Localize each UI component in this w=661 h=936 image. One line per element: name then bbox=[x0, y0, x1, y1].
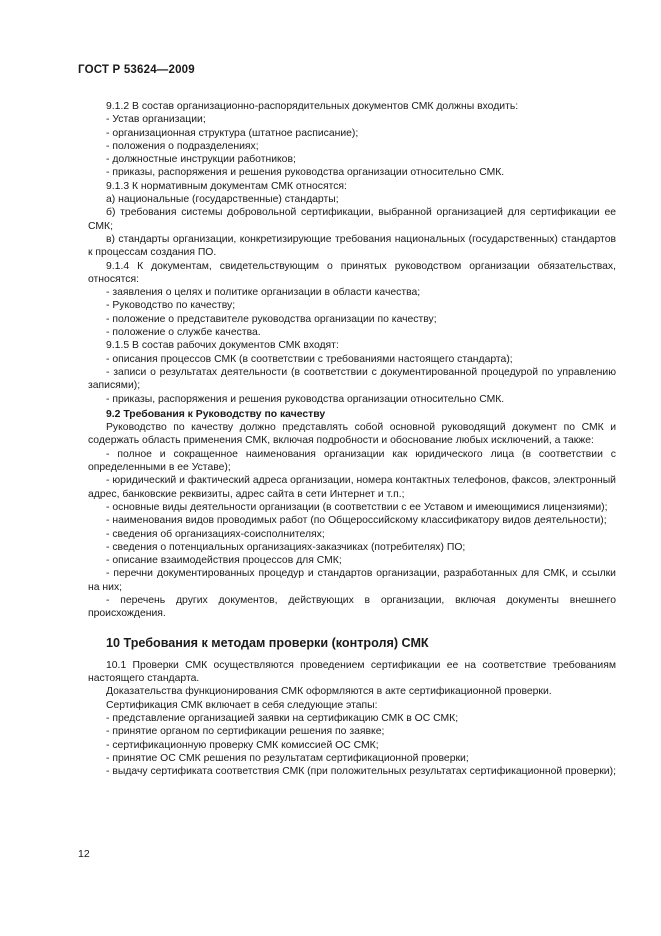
list-item: - положение о службе качества. bbox=[106, 327, 261, 339]
list-item: - полное и сокращенное наименования организации как юридического лица (в соответствии с определенными в ее Уставе); bbox=[88, 448, 616, 474]
document-body bbox=[88, 100, 616, 779]
list-item: - приказы, распоряжения и решения руководства организации относительно СМК. bbox=[106, 393, 505, 405]
paragraph: 9.1.3 К нормативным документам СМК относятся: bbox=[106, 180, 347, 192]
list-item: - наименования видов проводимых работ (по Общероссийскому классификатору видов деятельности); bbox=[106, 515, 607, 527]
list-item: - приказы, распоряжения и решения руководства организации относительно СМК. bbox=[106, 167, 505, 179]
list-item: - Устав организации; bbox=[106, 114, 206, 126]
list-item: - принятие ОС СМК решения по результатам сертификационной проверки; bbox=[106, 752, 469, 764]
list-item: - юридический и фактический адреса организации, номера контактных телефонов, факсов, электронный адрес, банковские реквизиты, адрес сайта в сети Интернет и т.п.; bbox=[88, 475, 616, 500]
list-item: - принятие органом по сертификации решения по заявке; bbox=[106, 726, 385, 738]
paragraph: 9.1.5 В состав рабочих документов СМК входят: bbox=[106, 340, 339, 352]
list-item: - описание взаимодействия процессов для СМК; bbox=[106, 555, 342, 567]
document-header: ГОСТ Р 53624—2009 bbox=[78, 64, 195, 76]
list-item: - должностные инструкции работников; bbox=[106, 154, 296, 166]
list-item: - записи о результатах деятельности (в соответствии с документированной процедурой по управлению записями); bbox=[88, 366, 616, 392]
list-item: - основные виды деятельности организации (в соответствии с ее Уставом и имеющимися лицензиями); bbox=[106, 501, 608, 513]
paragraph: 9.1.2 В состав организационно-распорядительных документов СМК должны входить: bbox=[106, 101, 519, 112]
paragraph: 10.1 Проверки СМК осуществляются проведением сертификации ее на соответствие требованиям настоящего стандарта. bbox=[88, 659, 616, 685]
paragraph: 9.1.4 К документам, свидетельствующим о принятых руководством организации обязательствах, относятся: bbox=[88, 260, 616, 285]
section-heading: 10 Требования к методам проверки (контроля) СМК bbox=[106, 635, 429, 650]
list-item: - выдачу сертификата соответствия СМК (при положительных результатах сертификационной проверки); bbox=[106, 766, 616, 778]
paragraph: Доказательства функционирования СМК оформляются в акте сертификационной проверки. bbox=[106, 686, 552, 698]
list-item: - сертификационную проверку СМК комиссией ОС СМК; bbox=[106, 739, 379, 751]
list-item: - положение о представителе руководства организации по качеству; bbox=[106, 313, 437, 325]
page-number: 12 bbox=[78, 848, 90, 860]
list-item: - представление организацией заявки на сертификацию СМК в ОС СМК; bbox=[106, 713, 459, 725]
paragraph: Сертификация СМК включает в себя следующие этапы: bbox=[106, 699, 378, 711]
paragraph: б) требования системы добровольной сертификации, выбранной организацией для сертификации ее СМК; bbox=[88, 207, 616, 232]
paragraph: а) национальные (государственные) стандарты; bbox=[106, 194, 339, 206]
list-item: - описания процессов СМК (в соответствии с требованиями настоящего стандарта); bbox=[106, 353, 513, 365]
list-item: - перечень других документов, действующих в организации, включая документы внешнего происхождения. bbox=[88, 594, 616, 620]
list-item: - сведения о потенциальных организациях-заказчиках (потребителях) ПО; bbox=[106, 541, 466, 553]
subsection-heading: 9.2 Требования к Руководству по качеству bbox=[106, 408, 326, 420]
paragraph: в) стандарты организации, конкретизирующие требования национальных (государственных) стандартов к процессам создания ПО. bbox=[88, 233, 616, 259]
list-item: - перечни документированных процедур и стандартов организации, разработанных для СМК, и ссылки на них; bbox=[88, 568, 616, 593]
list-item: - положения о подразделениях; bbox=[106, 140, 259, 152]
paragraph: Руководство по качеству должно представлять собой основной руководящий документ по СМК и содержать область применения СМК, включая подробности и обоснование любых исключений, а также: bbox=[88, 422, 616, 447]
list-item: - организационная структура (штатное расписание); bbox=[106, 127, 359, 139]
list-item: - Руководство по качеству; bbox=[106, 300, 236, 312]
list-item: - заявления о целях и политике организации в области качества; bbox=[106, 287, 421, 299]
list-item: - сведения об организациях-соисполнителях; bbox=[106, 528, 325, 540]
